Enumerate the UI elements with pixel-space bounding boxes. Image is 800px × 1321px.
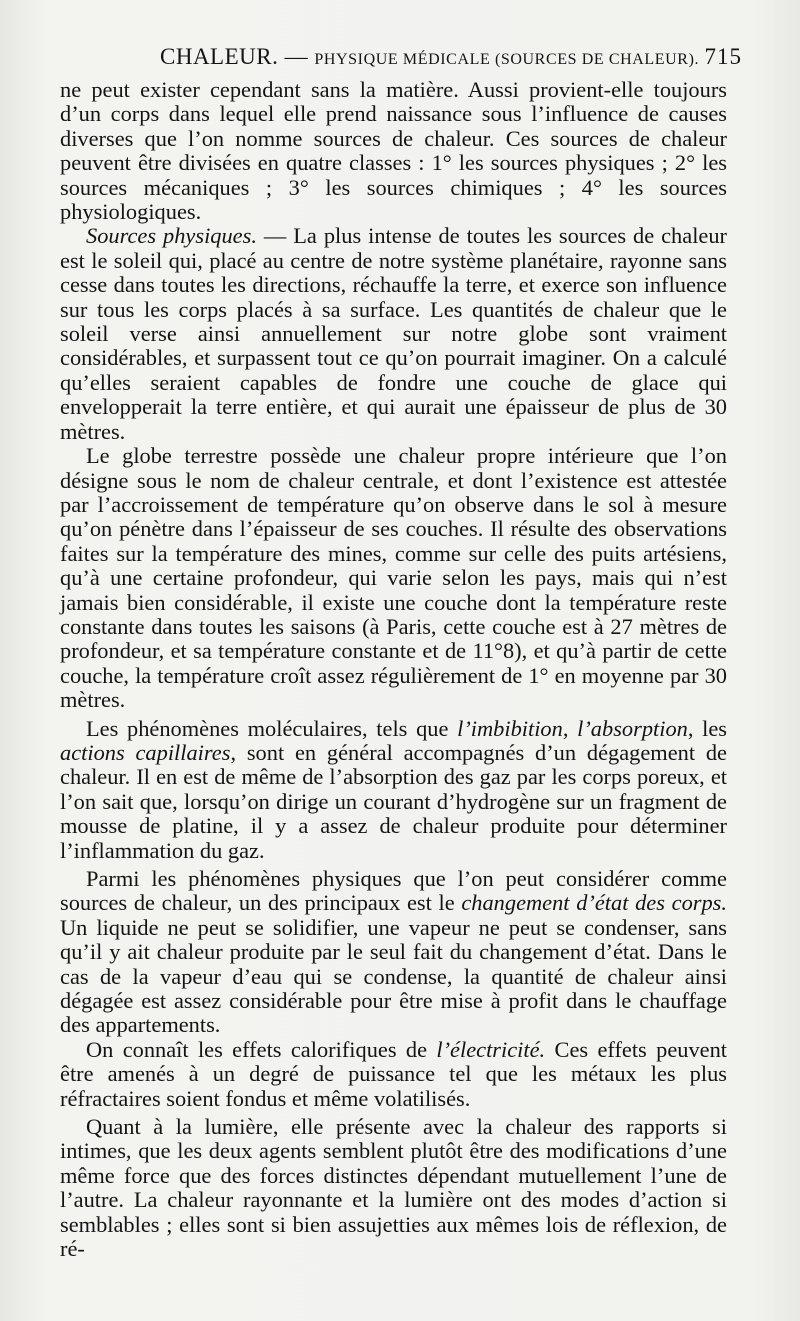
paragraph-text: , les [687,715,727,741]
body-text [60,78,727,1262]
paragraph-6 [60,1038,727,1111]
header-section: PHYSIQUE MÉDICALE (SOURCES DE CHALEUR). [314,51,700,68]
paragraph-7 [60,1115,727,1261]
paragraph-text: , sont en général accompagnés d’un dégagement de chaleur. Il en est de même de l’absorption des gaz par les corps poreux, et l’on sait que, lorsqu’on dirige un courant d’hydrogène sur un fragment de mousse de platine, il y a assez de chaleur produite pour déterminer l’inflammation du gaz. [60,739,727,863]
paragraph-4 [60,717,727,863]
paragraph-text: — La plus intense de toutes les sources de chaleur est le soleil qui, placé au centre de notre système planétaire, rayonne sans cesse dans toutes les directions, réchauffe la terre, et exerce son influence sur tous les corps placés à sa surface. Les quantités de chaleur que le soleil verse ainsi annuellement sur notre globe sont vraiment considérables, et surpassent tout ce qu’on pourrait imaginer. On a calculé qu’elles seraient capables de fondre une couche de glace qui envelopperait la terre entière, et qui aurait une épaisseur de plus de 30 mètres. [60,223,728,444]
running-header [60,42,742,76]
italic-term: l’absorption [577,715,688,741]
paragraph-text: Les phénomènes moléculaires, tels que [86,715,458,741]
paragraph-text: Parmi les phénomènes physiques que l’on peut considérer comme sources de chaleur, un des principaux est le [60,866,727,916]
paragraph-text: , [562,715,578,741]
paragraph-3 [60,444,727,712]
paragraph-2 [60,224,727,444]
paragraph-text: ne peut exister cependant sans la matière. Aussi provient-elle toujours d’un corps dans lequel elle prend naissance sous l’influence de causes diverses que l’on nomme sources de chaleur. Ces sources de chaleur peuvent être divisées en quatre classes : 1° les sources physiques ; 2° les sources mécaniques ; 3° les sources chimiques ; 4° les sources physiologiques. [60,77,727,225]
paragraph-text: Quant à la lumière, elle présente avec la chaleur des rapports si intimes, que les deux agents semblent plutôt être des modifications d’une même force que des forces distinctes dépendant mutuellement l’une de l’autre. La chaleur rayonnante et la lumière ont des modes d’action si semblables ; elles sont si bien assujetties aux mêmes lois de réflexion, de ré- [60,1114,727,1262]
header-title-dash: — [278,44,315,69]
paragraph-1 [60,78,727,224]
paragraph-5 [60,867,727,1038]
paragraph-text: Un liquide ne peut se solidifier, une vapeur ne peut se condenser, sans qu’il y ait chaleur produite par le seul fait du changement d’état. Dans le cas de la vapeur d’eau qui se condense, la quantité de chaleur ainsi dégagée est assez considérable pour être mise à profit dans le chauffage des appartements. [60,914,727,1038]
italic-term: actions capillaires [60,739,231,765]
header-title-main: CHALEUR. [160,44,279,69]
italic-term: changement d’état des corps. [461,890,727,916]
section-heading-italic: Sources physiques. [86,223,257,249]
paragraph-text: Ces effets peuvent être amenés à un degré de puissance tel que les métaux les plus réfractaires soient fondus et même volatilisés. [60,1036,727,1111]
paragraph-text: Le globe terrestre possède une chaleur propre intérieure que l’on désigne sous le nom de chaleur centrale, et dont l’existence est attestée par l’accroissement de température qu’on observe dans le sol à mesure qu’on pénètre dans l’épaisseur de ses couches. Il résulte des observations faites sur la température des mines, comme sur celle des puits artésiens, qu’à une certaine profondeur, qui varie selon les pays, mais qui n’est jamais bien considérable, il existe une couche dont la température reste constante dans toutes les saisons (à Paris, cette couche est à 27 mètres de profondeur, et sa température constante et de 11°8), et qu’à partir de cette couche, la température croît assez régulièrement de 1° en moyenne par 30 mètres. [60,443,727,713]
italic-term: l’imbibition [457,715,563,741]
italic-term: l’électricité. [436,1036,546,1062]
page-number: 715 [704,44,742,69]
header-title [160,44,699,70]
paragraph-text: On connaît les effets calorifiques de [86,1036,437,1062]
